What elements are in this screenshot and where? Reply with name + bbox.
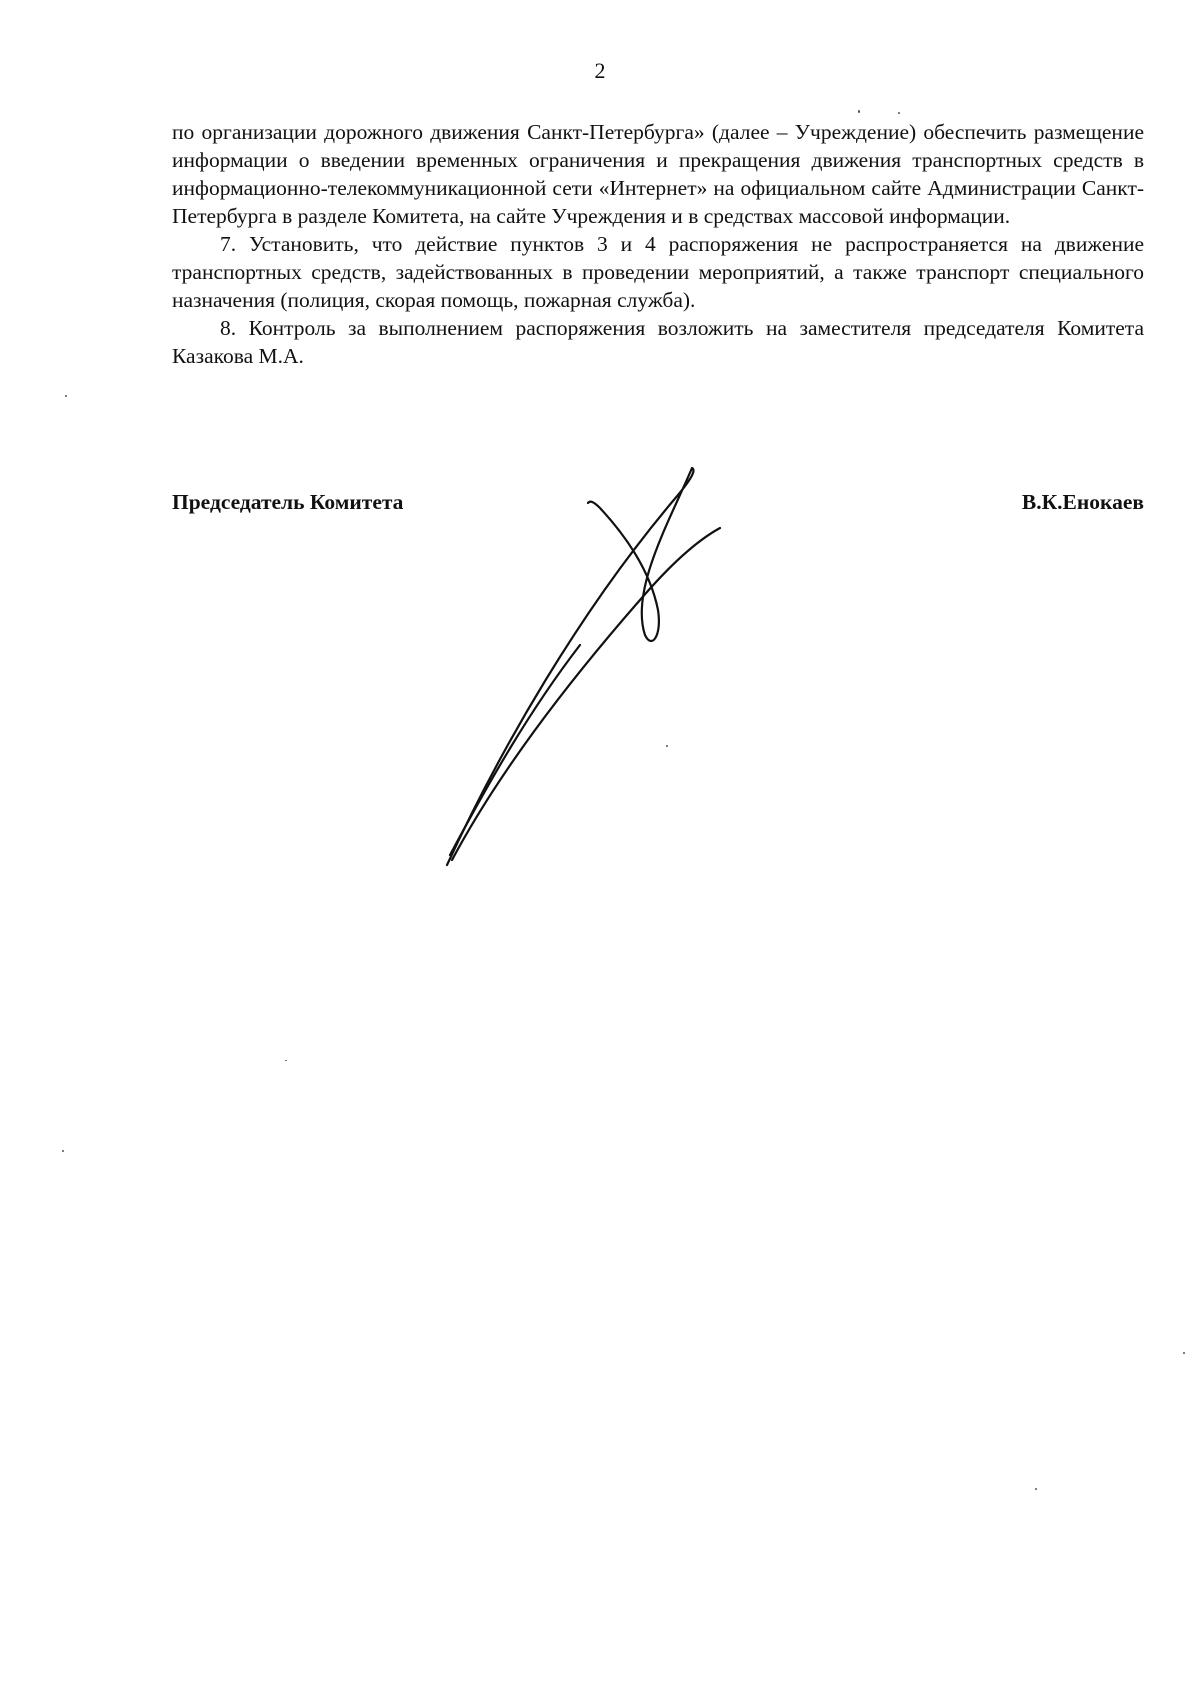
paragraph-item-7: 7. Установить, что действие пунктов 3 и 4 распоряжения не распространяется на движение транспортных средств, задействованных в проведении мероприятий, а также транспорт специального назначения (полиция, скорая помощь, пожарная служба).	[172, 232, 1144, 312]
scan-speck	[65, 395, 67, 397]
signatory-name: В.К.Енокаев	[1021, 490, 1144, 514]
scan-speck	[1035, 1488, 1037, 1490]
page-number: 2	[594, 58, 606, 83]
signatory-title: Председатель Комитета	[172, 490, 404, 514]
document-body	[172, 118, 1144, 370]
scan-speck	[666, 745, 668, 747]
paragraph-continuation: по организации дорожного движения Санкт-Петербурга» (далее – Учреждение) обеспечить размещение информации о введении временных ограничения и прекращения движения транспортных средств в информационно-телекоммуникационной сети «Интернет» на официальном сайте Администрации Санкт-Петербурга в разделе Комитета, на сайте Учреждения и в средствах массовой информации.	[172, 120, 1144, 228]
scan-speck	[285, 1060, 287, 1061]
paragraph-item-8: 8. Контроль за выполнением распоряжения возложить на заместителя председателя Комитета Казакова М.А.	[172, 316, 1144, 368]
handwritten-signature	[430, 440, 770, 870]
scan-speck	[898, 112, 900, 114]
scan-speck	[858, 110, 860, 113]
scan-speck	[62, 1150, 64, 1152]
scan-speck	[1183, 1352, 1185, 1354]
